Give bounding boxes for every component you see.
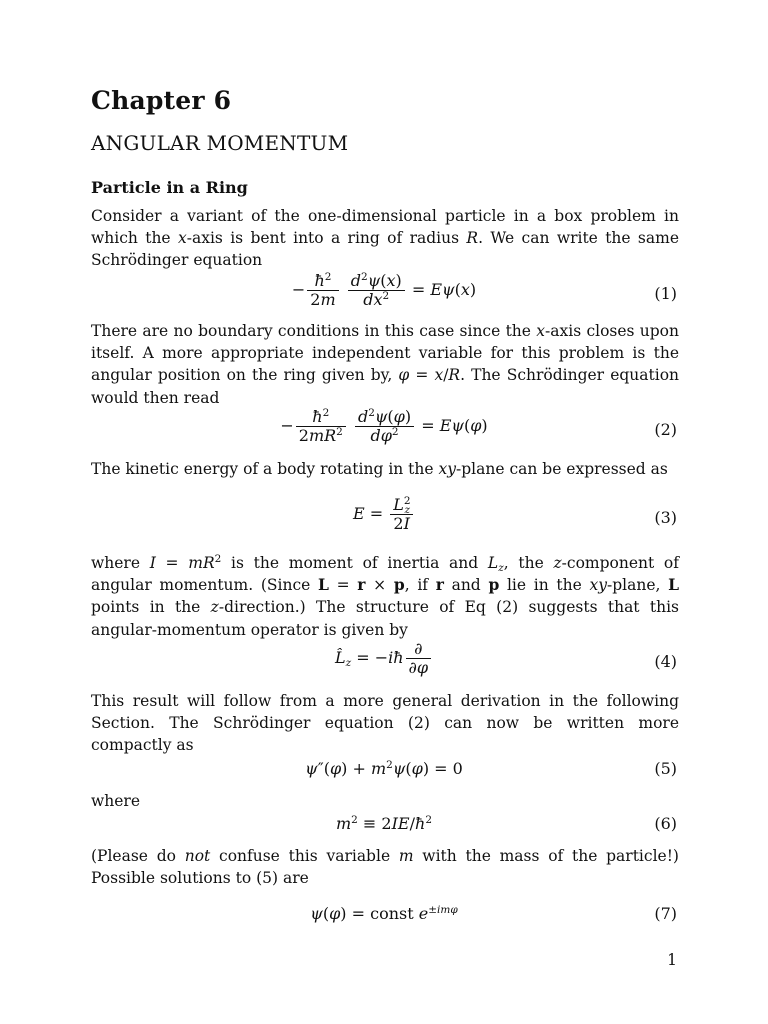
equation-number: (5) — [654, 759, 677, 778]
equation-number: (3) — [654, 508, 677, 527]
section-heading: Particle in a Ring — [91, 178, 248, 197]
paragraph-7: (Please do not confuse this variable m with the mass of the particle!) Possible solutions to (5) are — [91, 847, 679, 888]
chapter-heading: Chapter 6 — [91, 86, 232, 115]
equation-number: (6) — [654, 814, 677, 833]
paragraph-5: This result will follow from a more general derivation in the following Section. The Schrödinger equation (2) can now be written more compactly as — [91, 692, 679, 755]
equation-number: (7) — [654, 904, 677, 923]
equation-4: $L̂_z$ = −iħ $\frac{\partial}{\partial\varphi}$ (4) — [334, 639, 677, 677]
paragraph-1: Consider a variant of the one-dimensional particle in a box problem in which the x-axis is bent into a ring of radius R. We can write the same Schrödinger equation — [91, 207, 680, 270]
equation-number: (2) — [654, 420, 677, 439]
equation-6: $m^2$ ≡ $2IE/ħ^2$ (6) — [335, 814, 677, 833]
equation-2: − $\frac{ħ^2}{2mR^2}$ $\frac{d^2\psi(\varphi)}{d\varphi^2}$ = Eψ(φ) (2) — [280, 407, 677, 445]
paragraph-2: There are no boundary conditions in this case since the x-axis closes upon itself. A more appropriate independent variable for this problem is the angular position on the ring given by, φ = x/R. The Schrödinger equation would then read — [91, 322, 680, 407]
equation-3: E = $\frac{L^2_z}{2I}$ (3) — [352, 495, 677, 533]
equation-number: (1) — [654, 284, 677, 303]
paragraph-4: where $I = mR^2$ is the moment of inertia and $L_z$, the z-component of angular momentum. (Since L = r × p, if r and p lie in the xy-plane, L points in the z-direction.) The structure of Eq (2) suggests that this angular-momentum operator is given by — [91, 553, 680, 639]
equation-7: ψ(φ) = const $e^{\pm im\varphi}$ (7) — [310, 904, 677, 923]
paragraph-6: where — [91, 792, 141, 810]
equation-number: (4) — [654, 652, 677, 671]
equation-5: $\psi''(\varphi) + m^2\psi(\varphi) = 0$ (5) — [305, 759, 677, 778]
page-number: 1 — [667, 951, 677, 969]
equation-1: − $\frac{ħ^2}{2m}$ $\frac{d^2\psi(x)}{dx^2}$ = Eψ(x) (1) — [291, 271, 677, 309]
chapter-title: ANGULAR MOMENTUM — [91, 131, 349, 155]
paragraph-3: The kinetic energy of a body rotating in the xy-plane can be expressed as — [91, 460, 668, 478]
